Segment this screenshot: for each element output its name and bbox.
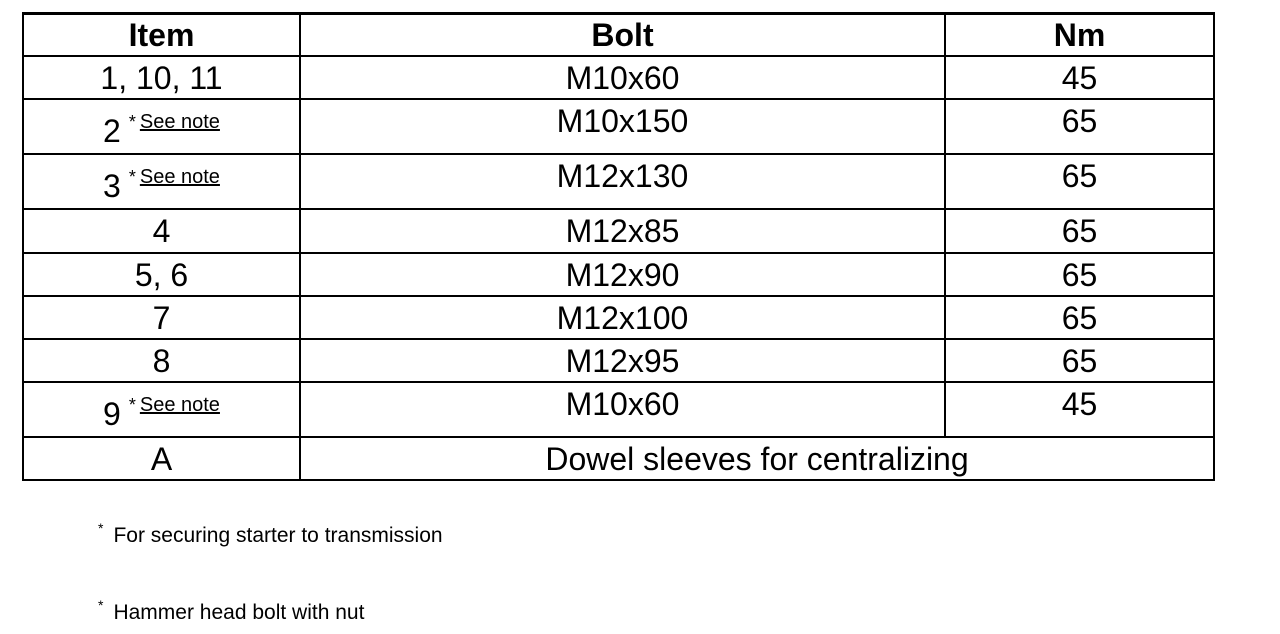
- table-row: [23, 382, 1214, 437]
- description-cell: Dowel sleeves for centralizing: [300, 437, 1214, 480]
- note-marker: *: [128, 111, 136, 132]
- nm-cell: 65: [945, 339, 1214, 382]
- footnote-text: Hammer head bolt with nut: [113, 601, 365, 624]
- bolt-cell: M10x60: [300, 56, 945, 99]
- nm-cell: 45: [945, 56, 1214, 99]
- item-cell: 7: [23, 296, 300, 339]
- bolt-torque-table: [22, 12, 1215, 481]
- bolt-cell: M12x90: [300, 253, 945, 296]
- bolt-cell: M12x100: [300, 296, 945, 339]
- nm-cell: 65: [945, 99, 1214, 154]
- table-row: [23, 253, 1214, 296]
- item-cell: 8: [23, 339, 300, 382]
- nm-cell: 65: [945, 296, 1214, 339]
- item-cell: 1, 10, 11: [23, 56, 300, 99]
- item-cell: 4: [23, 209, 300, 253]
- see-note-link[interactable]: See note: [139, 165, 220, 188]
- table-row: [23, 339, 1214, 382]
- table-row: [23, 56, 1214, 99]
- item-cell: A: [23, 437, 300, 480]
- nm-cell: 45: [945, 382, 1214, 437]
- item-number: 2: [103, 112, 121, 149]
- column-header-nm: Nm: [945, 14, 1214, 57]
- table-row: [23, 209, 1214, 253]
- table-header-row: [23, 14, 1214, 57]
- note-marker: *: [128, 166, 136, 187]
- table-row: [23, 296, 1214, 339]
- bolt-cell: M10x60: [300, 382, 945, 437]
- bolt-cell: M10x150: [300, 99, 945, 154]
- bolt-cell: M12x95: [300, 339, 945, 382]
- see-note-link[interactable]: See note: [139, 110, 220, 133]
- bolt-cell: M12x85: [300, 209, 945, 253]
- bolt-cell: M12x130: [300, 154, 945, 209]
- nm-cell: 65: [945, 209, 1214, 253]
- footnote: [98, 597, 365, 625]
- item-cell: [23, 154, 300, 209]
- note-marker: *: [128, 394, 136, 415]
- nm-cell: 65: [945, 253, 1214, 296]
- footnote: [98, 520, 443, 548]
- table-row: [23, 154, 1214, 209]
- table-row: [23, 437, 1214, 480]
- see-note-link[interactable]: See note: [139, 393, 220, 416]
- footnote-marker: *: [98, 520, 104, 536]
- item-cell: [23, 99, 300, 154]
- item-number: 9: [103, 395, 121, 432]
- column-header-item: Item: [23, 14, 300, 57]
- item-cell: [23, 382, 300, 437]
- footnote-text: For securing starter to transmission: [113, 524, 443, 547]
- table-row: [23, 99, 1214, 154]
- footnote-marker: *: [98, 597, 104, 613]
- item-number: 3: [103, 167, 121, 204]
- item-cell: 5, 6: [23, 253, 300, 296]
- column-header-bolt: Bolt: [300, 14, 945, 57]
- nm-cell: 65: [945, 154, 1214, 209]
